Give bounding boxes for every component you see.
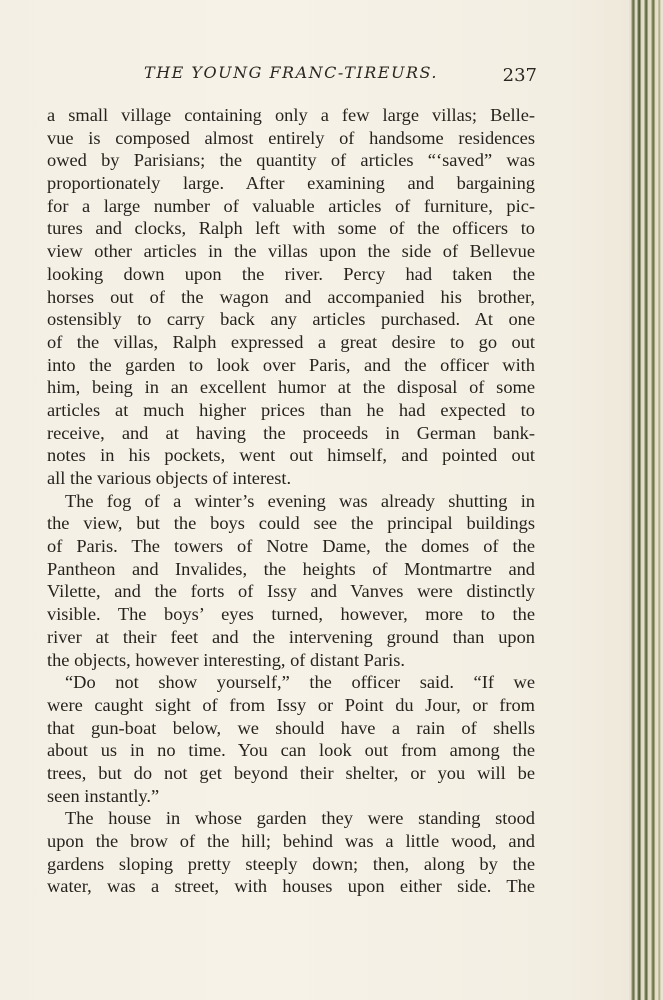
text-line: river at their feet and the intervening ground than upon: [47, 626, 535, 647]
text-line: of the villas, Ralph expressed a great desire to go out: [47, 331, 535, 352]
text-line: the view, but the boys could see the principal buildings: [47, 513, 535, 534]
text-line: owed by Parisians; the quantity of articles “‘saved” was: [47, 150, 535, 171]
text-line: Pantheon and Invalides, the heights of Montmartre and: [47, 558, 535, 579]
text-line: gardens sloping pretty steeply down; then, along by the: [47, 853, 535, 874]
text-line: ostensibly to carry back any articles purchased. At one: [47, 309, 535, 330]
text-line: visible. The boys’ eyes turned, however, more to the: [47, 604, 535, 625]
text-line: were caught sight of from Issy or Point du Jour, or from: [47, 694, 535, 715]
text-line: horses out of the wagon and accompanied his brother,: [47, 286, 535, 307]
text-line: articles at much higher prices than he had expected to: [47, 399, 535, 420]
text-line: into the garden to look over Paris, and the officer with: [47, 354, 535, 375]
text-line: that gun-boat below, we should have a rain of shells: [47, 717, 535, 738]
text-line: for a large number of valuable articles of furniture, pic-: [47, 195, 535, 216]
text-line: of Paris. The towers of Notre Dame, the domes of the: [47, 536, 535, 557]
text-line: “Do not show yourself,” the officer said. “If we: [65, 672, 535, 693]
text-line: The fog of a winter’s evening was already shutting in: [65, 490, 535, 511]
text-line: about us in no time. You can look out from among the: [47, 740, 535, 761]
text-line: trees, but do not get beyond their shelter, or you will be: [47, 762, 535, 783]
text-line: vue is composed almost entirely of handsome residences: [47, 127, 535, 148]
text-line: notes in his pockets, went out himself, and pointed out: [47, 445, 535, 466]
text-line: looking down upon the river. Percy had taken the: [47, 263, 535, 284]
text-line: all the various objects of interest.: [47, 468, 292, 488]
book-page-edges: [629, 0, 663, 1000]
page-number: 237: [502, 65, 537, 86]
body-text: [47, 104, 535, 898]
text-line: seen instantly.”: [47, 785, 160, 806]
text-line: the objects, however interesting, of distant Paris.: [47, 649, 406, 670]
text-line: a small village containing only a few large villas; Belle-: [47, 105, 535, 125]
text-line: upon the brow of the hill; behind was a little wood, and: [47, 831, 535, 851]
running-head: [47, 63, 535, 91]
text-line: receive, and at having the proceeds in German bank-: [47, 422, 535, 443]
text-line: view other articles in the villas upon the side of Bellevue: [47, 241, 535, 262]
text-line: proportionately large. After examining and bargaining: [47, 173, 535, 194]
text-line: water, was a street, with houses upon either side. The: [47, 876, 535, 897]
text-line: him, being in an excellent humor at the disposal of some: [47, 377, 535, 398]
text-line: The house in whose garden they were standing stood: [65, 808, 535, 829]
text-line: tures and clocks, Ralph left with some of the officers to: [47, 218, 535, 239]
text-line: Vilette, and the forts of Issy and Vanves were distinctly: [47, 581, 535, 602]
running-title: THE YOUNG FRANC-TIREURS.: [144, 63, 438, 82]
